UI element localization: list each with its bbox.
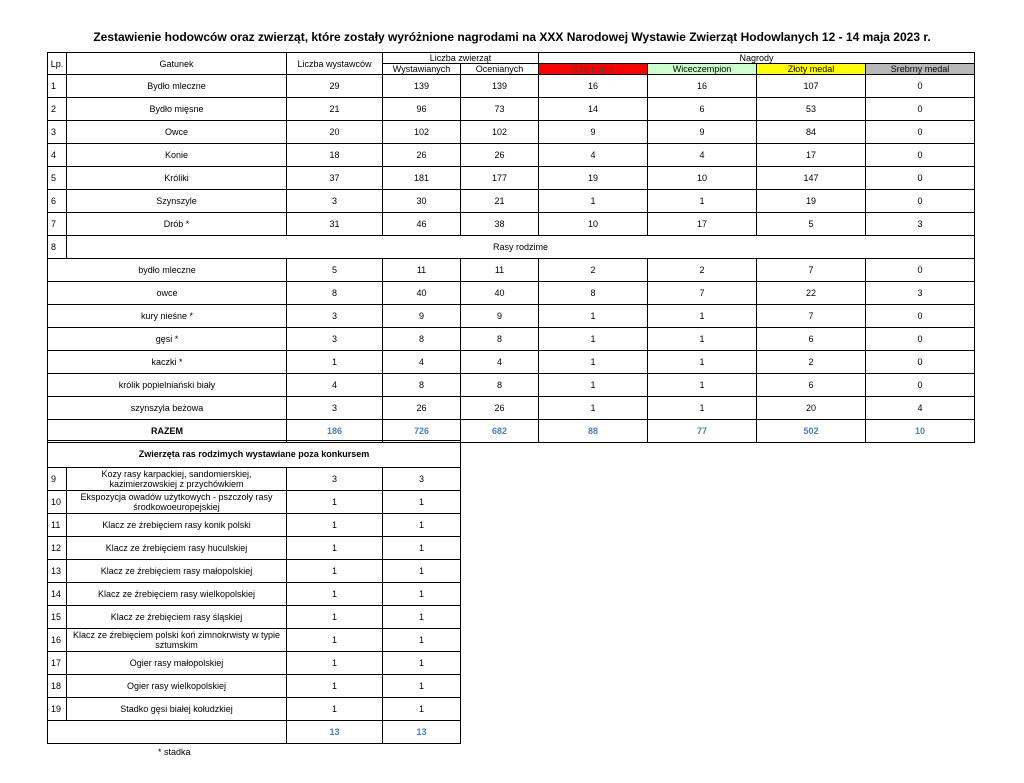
cell-srebrny: 4 <box>866 397 975 420</box>
cell-zloty: 20 <box>757 397 866 420</box>
cell-zloty: 22 <box>757 282 866 305</box>
cell-gatunek: owce <box>48 282 287 305</box>
cell-gatunek: szynszyla beżowa <box>48 397 287 420</box>
cell-lp: 15 <box>48 606 67 629</box>
cell-wystawcow: 1 <box>287 698 383 721</box>
cell-zloty: 6 <box>757 374 866 397</box>
cell-wystawcow: 3 <box>287 190 383 213</box>
rasy-rodzime-row <box>48 236 975 259</box>
cell-srebrny: 0 <box>866 351 975 374</box>
cell-lp: 17 <box>48 652 67 675</box>
cell-wystawcow: 21 <box>287 98 383 121</box>
cell-name: Ekspozycja owadów użytkowych - pszczoły rasy środkowoeuropejskiej <box>67 491 287 514</box>
cell-ocenianych: 11 <box>461 259 539 282</box>
cell-ocenianych: 26 <box>461 144 539 167</box>
cell-wiceczempion: 1 <box>648 328 757 351</box>
header-lp: Lp. <box>48 53 67 75</box>
table-row <box>48 98 975 121</box>
cell-wystawcow: 1 <box>287 675 383 698</box>
cell-wystawianych: 1 <box>383 652 461 675</box>
cell-wystawianych: 96 <box>383 98 461 121</box>
table-row <box>48 282 975 305</box>
cell-czempion: 1 <box>539 351 648 374</box>
cell-lp: 7 <box>48 213 67 236</box>
cell-wystawianych: 1 <box>383 537 461 560</box>
cell-srebrny: 0 <box>866 75 975 98</box>
cell-zloty: 7 <box>757 305 866 328</box>
cell-name: Klacz ze źrebięciem rasy konik polski <box>67 514 287 537</box>
cell-wiceczempion: 7 <box>648 282 757 305</box>
cell-srebrny: 0 <box>866 167 975 190</box>
cell-lp: 6 <box>48 190 67 213</box>
cell-lp: 16 <box>48 629 67 652</box>
cell-czempion: 19 <box>539 167 648 190</box>
cell-wystawcow: 37 <box>287 167 383 190</box>
cell-wystawcow: 1 <box>287 560 383 583</box>
cell-lp: 19 <box>48 698 67 721</box>
table-row <box>48 351 975 374</box>
cell-wiceczempion: 4 <box>648 144 757 167</box>
cell-ocenianych: 40 <box>461 282 539 305</box>
table-row <box>48 144 975 167</box>
cell-gatunek: Szynszyle <box>67 190 287 213</box>
cell-name: Klacz ze źrebięciem rasy huculskiej <box>67 537 287 560</box>
cell-ocenianych: 8 <box>461 328 539 351</box>
cell-wystawcow: 4 <box>287 374 383 397</box>
cell-srebrny: 0 <box>866 144 975 167</box>
cell-gatunek: królik popielniański biały <box>48 374 287 397</box>
header-liczba-wystawcow: Liczba wystawców <box>287 53 383 75</box>
cell-wystawianych: 1 <box>383 629 461 652</box>
cell-wystawianych: 8 <box>383 328 461 351</box>
table-row <box>48 468 461 491</box>
cell-name: Kozy rasy karpackiej, sandomierskiej, kazimierzowskiej z przychówkiem <box>67 468 287 491</box>
cell-ocenianych: 8 <box>461 374 539 397</box>
header-nagrody: Nagrody <box>539 53 975 64</box>
cell-wystawianych: 4 <box>383 351 461 374</box>
cell-czempion: 9 <box>539 121 648 144</box>
cell-zloty: 2 <box>757 351 866 374</box>
total-wiceczempion: 77 <box>648 420 757 443</box>
cell-wystawcow: 1 <box>287 514 383 537</box>
table-row <box>48 397 975 420</box>
cell-zloty: 6 <box>757 328 866 351</box>
table-row <box>48 583 461 606</box>
header-gatunek: Gatunek <box>67 53 287 75</box>
table-row <box>48 698 461 721</box>
cell-wystawcow: 1 <box>287 491 383 514</box>
extra-total-wystawcow: 13 <box>287 721 383 744</box>
cell-czempion: 1 <box>539 374 648 397</box>
cell-srebrny: 3 <box>866 213 975 236</box>
total-srebrny: 10 <box>866 420 975 443</box>
cell-wystawianych: 1 <box>383 491 461 514</box>
cell-ocenianych: 177 <box>461 167 539 190</box>
cell-ocenianych: 73 <box>461 98 539 121</box>
cell-wystawcow: 1 <box>287 351 383 374</box>
cell-zloty: 17 <box>757 144 866 167</box>
cell-name: Klacz ze źrebięciem polski koń zimnokrwisty w typie sztumskim <box>67 629 287 652</box>
footnote: * stadka <box>158 747 191 757</box>
cell-czempion: 1 <box>539 190 648 213</box>
extra-total-wystawianych: 13 <box>383 721 461 744</box>
cell-wystawcow: 3 <box>287 397 383 420</box>
cell-zloty: 84 <box>757 121 866 144</box>
cell-wystawcow: 1 <box>287 652 383 675</box>
cell-wystawcow: 31 <box>287 213 383 236</box>
cell-wystawianych: 11 <box>383 259 461 282</box>
cell-lp: 12 <box>48 537 67 560</box>
table-row <box>48 537 461 560</box>
cell-ocenianych: 38 <box>461 213 539 236</box>
cell-wiceczempion: 16 <box>648 75 757 98</box>
cell-wystawianych: 40 <box>383 282 461 305</box>
cell-wystawcow: 18 <box>287 144 383 167</box>
cell-wiceczempion: 1 <box>648 351 757 374</box>
table-row <box>48 652 461 675</box>
cell-lp: 14 <box>48 583 67 606</box>
cell-name: Stadko gęsi białej kołudzkiej <box>67 698 287 721</box>
cell-czempion: 10 <box>539 213 648 236</box>
cell-czempion: 2 <box>539 259 648 282</box>
table-row <box>48 675 461 698</box>
header-wiceczempion: Wiceczempion <box>648 64 757 75</box>
cell-gatunek: bydło mleczne <box>48 259 287 282</box>
cell-wystawianych: 9 <box>383 305 461 328</box>
cell-czempion: 16 <box>539 75 648 98</box>
cell-srebrny: 0 <box>866 374 975 397</box>
cell-gatunek: Bydło mięsne <box>67 98 287 121</box>
cell-wystawianych: 1 <box>383 698 461 721</box>
cell-wystawcow: 1 <box>287 537 383 560</box>
cell-lp: 13 <box>48 560 67 583</box>
table-row <box>48 491 461 514</box>
cell-srebrny: 0 <box>866 190 975 213</box>
cell-wiceczempion: 2 <box>648 259 757 282</box>
cell-zloty: 147 <box>757 167 866 190</box>
table-row <box>48 328 975 351</box>
table-row <box>48 374 975 397</box>
table-row <box>48 606 461 629</box>
table-row <box>48 560 461 583</box>
cell-wystawianych: 1 <box>383 675 461 698</box>
cell-wystawcow: 29 <box>287 75 383 98</box>
table-row <box>48 167 975 190</box>
rasy-rodzime-label: Rasy rodzime <box>67 236 975 259</box>
table-row <box>48 75 975 98</box>
cell-czempion: 1 <box>539 328 648 351</box>
cell-wystawcow: 8 <box>287 282 383 305</box>
cell-wystawianych: 1 <box>383 514 461 537</box>
cell-lp: 11 <box>48 514 67 537</box>
cell-srebrny: 0 <box>866 328 975 351</box>
cell-lp: 3 <box>48 121 67 144</box>
cell-lp: 8 <box>48 236 67 259</box>
cell-zloty: 7 <box>757 259 866 282</box>
extra-total-label <box>48 721 287 744</box>
cell-zloty: 19 <box>757 190 866 213</box>
cell-gatunek: gęsi * <box>48 328 287 351</box>
cell-lp: 2 <box>48 98 67 121</box>
cell-wystawcow: 3 <box>287 305 383 328</box>
cell-wystawianych: 1 <box>383 560 461 583</box>
cell-ocenianych: 4 <box>461 351 539 374</box>
cell-ocenianych: 21 <box>461 190 539 213</box>
cell-name: Klacz ze źrebięciem rasy małopolskiej <box>67 560 287 583</box>
cell-zloty: 53 <box>757 98 866 121</box>
cell-name: Ogier rasy wielkopolskiej <box>67 675 287 698</box>
cell-wystawcow: 20 <box>287 121 383 144</box>
cell-srebrny: 0 <box>866 98 975 121</box>
cell-wiceczempion: 9 <box>648 121 757 144</box>
cell-name: Klacz ze źrebięciem rasy wielkopolskiej <box>67 583 287 606</box>
cell-wystawianych: 139 <box>383 75 461 98</box>
table-row <box>48 213 975 236</box>
page-title: Zestawienie hodowców oraz zwierząt, które zostały wyróżnione nagrodami na XXX Narodowej Wystawie Zwierząt Hodowlanych 12 - 14 maja 2023 r. <box>93 30 931 44</box>
table-row <box>48 514 461 537</box>
cell-wiceczempion: 10 <box>648 167 757 190</box>
table-row <box>48 305 975 328</box>
cell-lp: 4 <box>48 144 67 167</box>
extra-total-row <box>48 721 461 744</box>
cell-wystawianych: 30 <box>383 190 461 213</box>
cell-wystawianych: 102 <box>383 121 461 144</box>
header-zloty-medal: Złoty medal <box>757 64 866 75</box>
cell-wiceczempion: 1 <box>648 305 757 328</box>
cell-wystawianych: 26 <box>383 397 461 420</box>
total-wystawcow: 186 <box>287 420 383 443</box>
cell-wystawianych: 1 <box>383 606 461 629</box>
total-ocenianych: 682 <box>461 420 539 443</box>
cell-gatunek: Króliki <box>67 167 287 190</box>
cell-wiceczempion: 17 <box>648 213 757 236</box>
cell-wystawianych: 8 <box>383 374 461 397</box>
table-row <box>48 121 975 144</box>
cell-gatunek: Konie <box>67 144 287 167</box>
cell-lp: 9 <box>48 468 67 491</box>
cell-ocenianych: 9 <box>461 305 539 328</box>
cell-srebrny: 0 <box>866 259 975 282</box>
total-wystawianych: 726 <box>383 420 461 443</box>
poza-konkursem-table <box>47 440 461 744</box>
cell-czempion: 1 <box>539 397 648 420</box>
cell-name: Ogier rasy małopolskiej <box>67 652 287 675</box>
cell-lp: 18 <box>48 675 67 698</box>
cell-gatunek: kaczki * <box>48 351 287 374</box>
cell-srebrny: 3 <box>866 282 975 305</box>
cell-wystawcow: 3 <box>287 328 383 351</box>
cell-zloty: 5 <box>757 213 866 236</box>
table-row <box>48 259 975 282</box>
header-czempion: Czempion <box>539 64 648 75</box>
cell-wystawianych: 46 <box>383 213 461 236</box>
cell-ocenianych: 139 <box>461 75 539 98</box>
cell-name: Klacz ze źrebięciem rasy śląskiej <box>67 606 287 629</box>
cell-gatunek: Drób * <box>67 213 287 236</box>
table-row <box>48 190 975 213</box>
cell-gatunek: kury nieśne * <box>48 305 287 328</box>
cell-wystawcow: 1 <box>287 583 383 606</box>
cell-wystawcow: 1 <box>287 606 383 629</box>
cell-ocenianych: 102 <box>461 121 539 144</box>
total-czempion: 88 <box>539 420 648 443</box>
cell-lp: 10 <box>48 491 67 514</box>
cell-wystawianych: 1 <box>383 583 461 606</box>
table-row <box>48 629 461 652</box>
razem-label: RAZEM <box>48 420 287 443</box>
awards-table <box>47 52 975 443</box>
cell-gatunek: Bydło mleczne <box>67 75 287 98</box>
cell-czempion: 1 <box>539 305 648 328</box>
cell-wystawianych: 26 <box>383 144 461 167</box>
header-srebrny-medal: Srebrny medal <box>866 64 975 75</box>
cell-lp: 1 <box>48 75 67 98</box>
cell-czempion: 8 <box>539 282 648 305</box>
cell-wystawcow: 5 <box>287 259 383 282</box>
cell-zloty: 107 <box>757 75 866 98</box>
cell-wystawianych: 3 <box>383 468 461 491</box>
cell-wiceczempion: 1 <box>648 190 757 213</box>
poza-konkursem-header: Zwierzęta ras rodzimych wystawiane poza konkursem <box>48 441 461 468</box>
cell-wiceczempion: 1 <box>648 374 757 397</box>
cell-czempion: 4 <box>539 144 648 167</box>
header-wystawianych: Wystawianych <box>383 64 461 75</box>
cell-wystawianych: 181 <box>383 167 461 190</box>
cell-wiceczempion: 6 <box>648 98 757 121</box>
header-ocenianych: Ocenianych <box>461 64 539 75</box>
cell-lp: 5 <box>48 167 67 190</box>
cell-gatunek: Owce <box>67 121 287 144</box>
cell-wystawcow: 1 <box>287 629 383 652</box>
total-zloty: 502 <box>757 420 866 443</box>
cell-czempion: 14 <box>539 98 648 121</box>
cell-ocenianych: 26 <box>461 397 539 420</box>
cell-srebrny: 0 <box>866 305 975 328</box>
cell-wiceczempion: 1 <box>648 397 757 420</box>
header-liczba-zwierzat: Liczba zwierząt <box>383 53 539 64</box>
cell-wystawcow: 3 <box>287 468 383 491</box>
cell-srebrny: 0 <box>866 121 975 144</box>
